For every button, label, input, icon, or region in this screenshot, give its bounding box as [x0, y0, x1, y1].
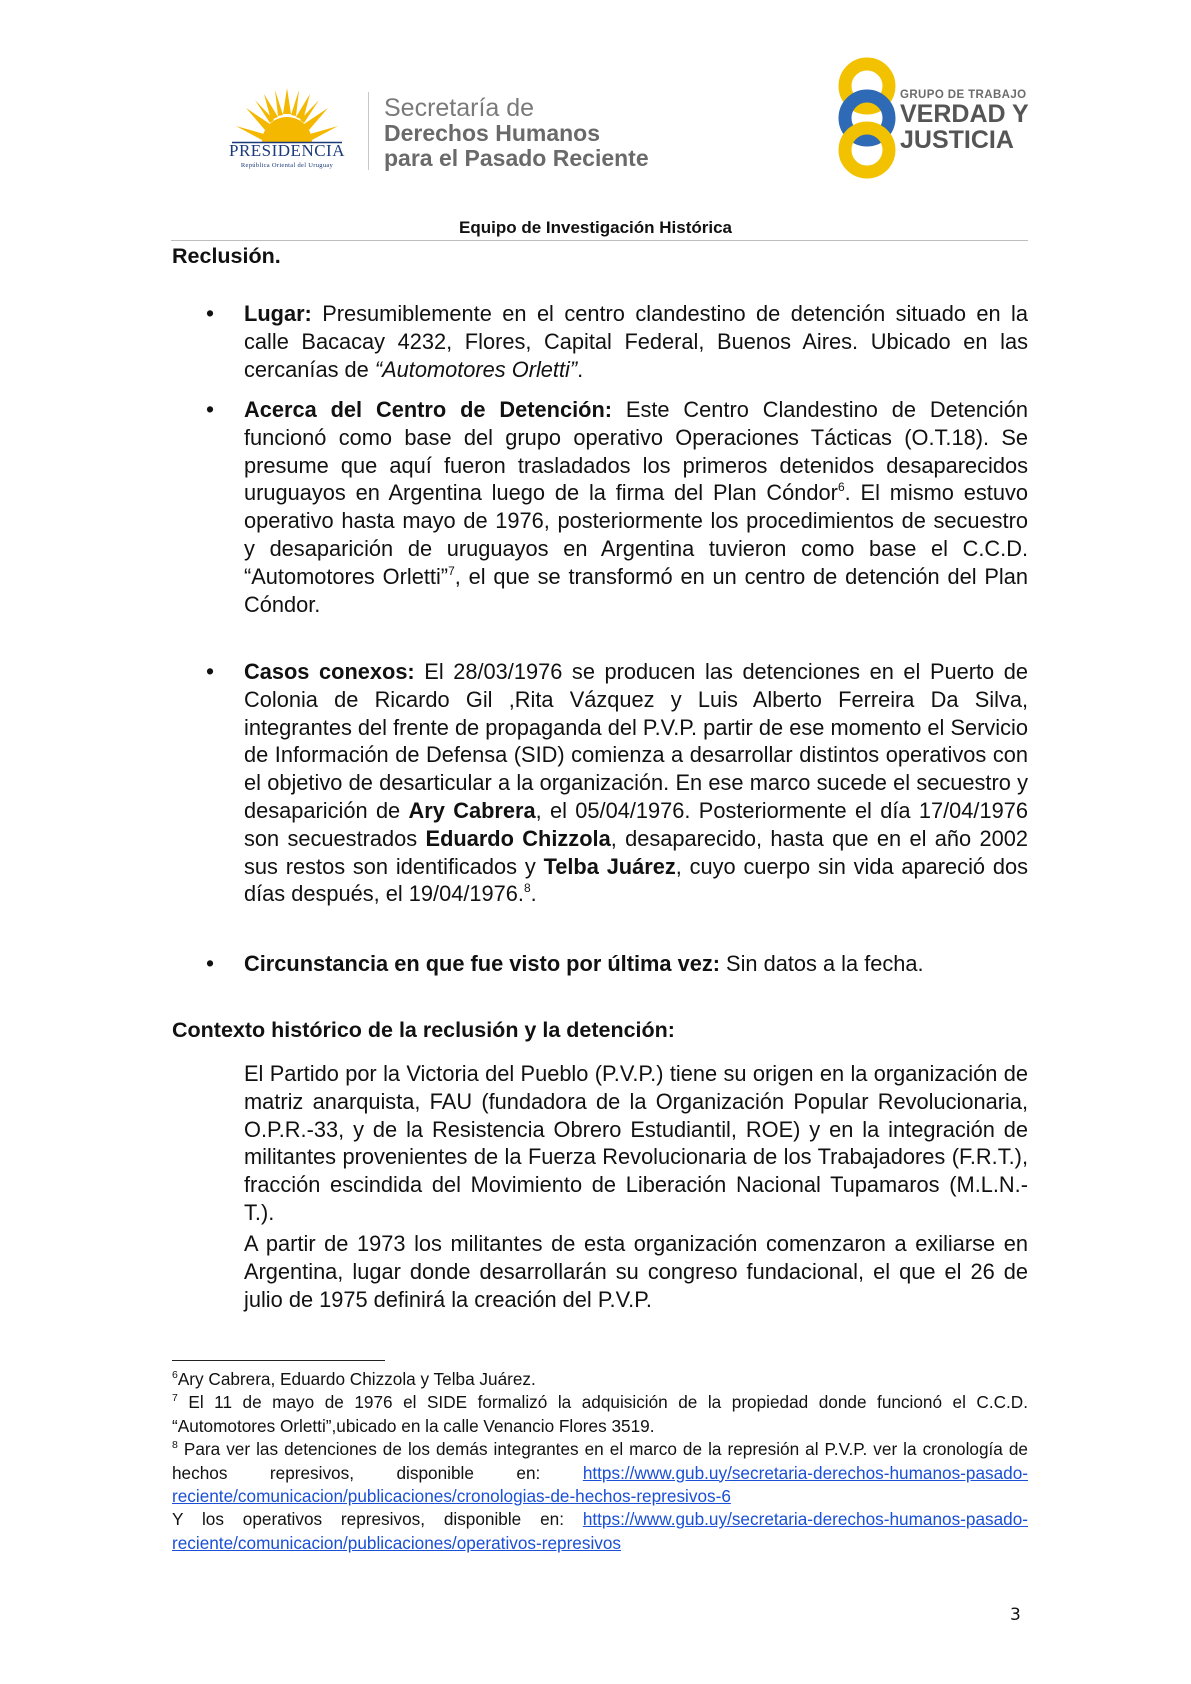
footnote-number-7: 7: [172, 1392, 178, 1405]
text-lugar-italic: “Automotores Orletti”: [374, 356, 578, 382]
presidencia-label: PRESIDENCIA: [228, 141, 345, 160]
contexto-text-2: A partir de 1973 los militantes de esta organización comenzaron a exiliarse en Argentina, lugar donde desarrollarán su congreso fundacional, el que el 26 de julio de 1975 definirá la creación del P.V.P.: [244, 1231, 1028, 1312]
name-telba-juarez: Telba Juárez: [543, 853, 676, 879]
secretaria-line-1: Secretaría de: [384, 94, 535, 122]
footnote-text-8: Para ver las detenciones de los demás integrantes en el marco de la represión al P.V.P. ver la cronología de hechos represivos, disponible en:: [172, 1439, 1028, 1483]
sun-emblem-icon: [212, 84, 362, 144]
contexto-text-1: El Partido por la Victoria del Pueblo (P.V.P.) tiene su origen en la organización de matriz anarquista, FAU (fundadora de la Organización Popular Revolucionaria, O.P.R.-33, y de la Resistencia Obrero Estudiantil, ROE) y en la integración de militantes provenientes de la Fuerza Revolucionaria de los Trabajadores (F.R.T.), fracción escindida del Movimiento de Liberación Nacional Tupamaros (M.L.N.-T.).: [244, 1061, 1028, 1225]
label-acerca: Acerca del Centro de Detención:: [244, 397, 613, 422]
contexto-paragraph-1: [244, 1060, 1028, 1227]
text-casos-end: .: [530, 881, 537, 907]
text-acerca-2: . El mismo estuvo operativo hasta mayo de 1976, posteriormente los procedimientos de secuestro y desaparición de uruguayos en Argentina tuvieron como base el C.C.D. “Automotores Orletti”: [244, 480, 1028, 589]
gvj-line-2: VERDAD Y: [900, 100, 1029, 128]
text-casos-4: , cuyo cuerpo sin vida apareció dos días después, el 19/04/1976.: [244, 853, 1028, 907]
footnote-text-6: Ary Cabrera, Eduardo Chizzola y Telba Juárez.: [177, 1369, 536, 1389]
name-eduardo-chizzola: Eduardo Chizzola: [425, 825, 611, 851]
item-casos: [244, 658, 1028, 908]
footnote-text-7: El 11 de mayo de 1976 el SIDE formalizó la adquisición de la propiedad donde funcionó el C.C.D. “Automotores Orletti”,ubicado en la calle Venancio Flores 3519.: [172, 1392, 1028, 1436]
text-casos-1: El 28/03/1976 se producen las detenciones en el Puerto de Colonia de Ricardo Gil ,Rita Vázquez y Luis Alberto Ferreira Da Silva, integrantes del frente de propaganda del P.V.P. partir de ese momento el Servicio de Información de Defensa (SID) comienza a desarrollar distintos operativos con el objetivo de desarticular a la organización. En ese marco sucede el secuestro y desaparición de: [244, 659, 1028, 823]
secretaria-logo-text: [384, 96, 649, 171]
page-number: 3: [1010, 1605, 1021, 1625]
verdad-justicia-text: [900, 89, 1029, 153]
item-lugar: [244, 300, 1028, 383]
footnote-8: [172, 1438, 1028, 1508]
footnote-number-8: 8: [172, 1439, 178, 1452]
footnote-ref-6: 6: [837, 480, 845, 495]
text-lugar: Presumiblemente en el centro clandestino de detención situado en la calle Bacacay 4232, Flores, Capital Federal, Buenos Aires. Ubicado en las cercanías de: [244, 301, 1028, 382]
bullet-icon: •: [206, 950, 215, 976]
text-lugar-end: .: [577, 356, 584, 382]
link-cronologia[interactable]: https://www.gub.uy/secretaria-derechos-humanos-pasado-reciente/comunicacion/publicaciones/cronologias-de-hechos-represivos-6: [172, 1462, 1028, 1507]
footnote-7: [172, 1391, 1028, 1438]
item-circunstancia: [244, 950, 1028, 978]
link-operativos[interactable]: https://www.gub.uy/secretaria-derechos-humanos-pasado-reciente/comunicacion/publicaciones/operativos-represivos: [172, 1509, 1028, 1553]
header-divider: [368, 92, 369, 170]
header-rule: [171, 240, 1028, 241]
footnote-ref-7: 7: [448, 563, 455, 578]
text-acerca-1: Este Centro Clandestino de Detención funcionó como base del grupo operativo Operaciones Tácticas (O.T.18). Se presume que aquí fueron trasladados los primeros detenidos desaparecidos uruguayos en Argentina luego de la firma del Plan Cóndor: [244, 397, 1028, 506]
text-casos-2: , el 05/04/1976. Posteriormente el día 17/04/1976 son secuestrados: [244, 797, 1028, 851]
bullet-icon: •: [206, 658, 215, 684]
footnote-number-6: 6: [172, 1369, 178, 1381]
label-casos: Casos conexos:: [244, 659, 415, 684]
footnote-separator: [172, 1360, 385, 1361]
footnote-ref-8: 8: [523, 881, 531, 896]
gvj-line-3: JUSTICIA: [900, 126, 1014, 154]
text-circunstancia: Sin datos a la fecha.: [720, 951, 924, 976]
item-acerca: [244, 396, 1028, 618]
section-title-contexto: Contexto histórico de la reclusión y la detención:: [172, 1018, 675, 1042]
contexto-paragraph-2: [244, 1230, 1028, 1313]
team-heading: Equipo de Investigación Histórica: [459, 218, 732, 237]
footnote-text-8b: Y los operativos represivos, disponible en:: [172, 1509, 583, 1530]
name-ary-cabrera: Ary Cabrera: [408, 797, 536, 823]
presidencia-subtitle: República Oriental del Uruguay: [240, 162, 334, 169]
secretaria-line-3: para el Pasado Reciente: [384, 145, 649, 171]
secretaria-line-2: Derechos Humanos: [384, 120, 601, 146]
gvj-line-1: GRUPO DE TRABAJO: [900, 89, 1027, 101]
label-circunstancia: Circunstancia en que fue visto por última vez:: [244, 951, 720, 976]
footnote-8-continued: [172, 1508, 1028, 1555]
footnote-6: [172, 1368, 1028, 1391]
text-acerca-3: , el que se transformó en un centro de detención del Plan Cóndor.: [244, 563, 1028, 617]
footnotes: [172, 1368, 1028, 1555]
bullet-icon: •: [206, 300, 215, 326]
presidencia-logo: [212, 84, 362, 174]
section-title-reclusion: Reclusión.: [172, 244, 281, 268]
label-lugar: Lugar:: [244, 301, 312, 326]
text-casos-3: , desaparecido, hasta que en el año 2002 sus restos son identificados y: [244, 825, 1029, 879]
bullet-icon: •: [206, 396, 215, 422]
